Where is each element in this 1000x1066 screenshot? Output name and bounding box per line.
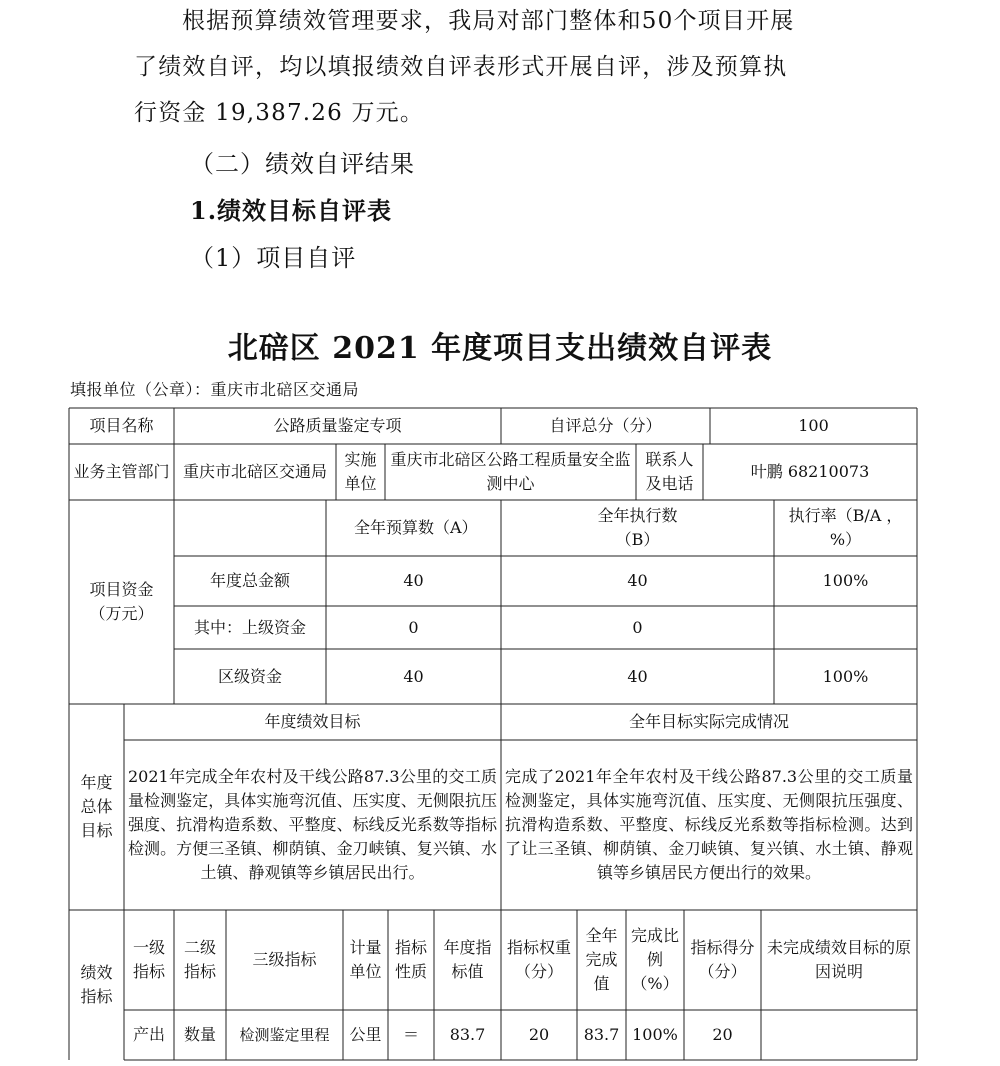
table-title: 北碚区 2021 年度项目支出绩效自评表 [227,331,773,366]
impl-value: 重庆市北碚区公路工程质量安全监测中心 [390,450,631,493]
ind-header-annual-value: 年度指标值 [443,938,492,981]
funds-row-total-exec: 40 [627,571,648,590]
ind-header-weight: 指标权重（分） [506,938,571,981]
ind-row-ratio: 100% [632,1025,678,1044]
ind-row-score: 20 [712,1025,733,1044]
funds-col-exec: 全年执行数（B） [597,506,678,549]
funds-label: 项目资金（万元） [89,580,154,623]
ind-header-ratio: 完成比例（%） [631,926,680,993]
intro-line-3: 行资金 19,387.26 万元。 [134,100,425,126]
funds-row-district-name: 区级资金 [217,666,282,686]
section-heading-results: （二）绩效自评结果 [190,150,415,178]
ind-header-completed: 全年完成值 [585,926,618,993]
ind-row-level2: 数量 [183,1025,216,1044]
funds-row-total-rate: 100% [822,571,869,590]
contact-label: 联系人及电话 [645,450,694,493]
ind-row-level3: 检测鉴定里程 [239,1026,330,1044]
section-heading-goal-table: 1.绩效目标自评表 [190,196,393,225]
impl-label: 实施单位 [344,450,377,493]
project-name-label: 项目名称 [89,416,154,435]
ind-row-reason [761,1010,917,1060]
goals-label: 年度总体目标 [80,773,113,840]
ind-row-unit: 公里 [349,1025,382,1044]
ind-row-weight: 20 [528,1025,550,1044]
ind-row-level1: 产出 [132,1025,165,1044]
funds-row-district-exec: 40 [627,666,648,686]
funds-row-upper-exec: 0 [632,617,643,637]
score-label: 自评总分（分） [549,416,662,435]
ind-row-completed: 83.7 [583,1025,620,1044]
goals-actual-text: 完成了2021年全年农村及干线公路87.3公里的交工质量检测鉴定，具体实施弯沉值、压实度、无侧限抗压强度、抗滑构造系数、平整度、标线反光系数等指标检测。达到了让三圣镇、柳荫镇、金刀峡镇、复兴镇、水土镇、静观镇等乡镇居民方便出行的效果。 [505,767,913,882]
ind-header-reason: 未完成绩效目标的原因说明 [767,938,912,981]
contact-value: 叶鹏 68210073 [750,462,870,481]
funds-col-rate: 执行率（B/A ， %） [788,506,903,549]
goals-target-text: 2021年完成全年农村及干线公路87.3公里的交工质量检测鉴定，具体实施弯沉值、压实度、无侧限抗压强度、抗滑构造系数、平整度、标线反光系数等指标检测。方便三圣镇、柳荫镇、金刀峡镇、复兴镇、水土镇、静观镇等乡镇居民出行。 [128,767,497,882]
indicators-label: 绩效指标 [80,963,113,1006]
ind-row-nature: ＝ [402,1025,419,1044]
funds-row-total-budget: 40 [403,571,424,590]
funds-row-total-name: 年度总金额 [209,571,290,590]
ind-header-level1: 一级指标 [132,938,165,981]
ind-row-annual-value: 83.7 [449,1025,486,1044]
dept-value: 重庆市北碚区交通局 [182,462,327,481]
filling-unit: 填报单位（公章）：重庆市北碚区交通局 [70,380,360,399]
goals-col-actual: 全年目标实际完成情况 [628,712,789,731]
funds-row-district-rate: 100% [822,666,869,686]
funds-row-district-budget: 40 [403,666,424,686]
score-value: 100 [798,416,829,435]
ind-header-score: 指标得分（分） [690,938,755,981]
goals-col-target: 年度绩效目标 [264,712,361,731]
dept-label: 业务主管部门 [73,462,170,481]
ind-header-level2: 二级指标 [183,938,216,981]
ind-header-nature: 指标性质 [394,938,427,981]
intro-line-1: 根据预算绩效管理要求，我局对部门整体和50个项目开展 [182,8,795,34]
funds-row-upper-budget: 0 [408,617,419,637]
ind-header-level3: 三级指标 [252,950,317,969]
ind-header-unit: 计量单位 [349,938,382,981]
intro-line-2: 了绩效自评，均以填报绩效自评表形式开展自评，涉及预算执 [134,54,788,80]
project-name-value: 公路质量鉴定专项 [273,416,402,435]
funds-row-upper-name: 其中：上级资金 [193,617,306,637]
funds-row-upper-rate [774,606,917,649]
funds-col-budget: 全年预算数（A） [354,518,478,537]
section-heading-project-eval: （1）项目自评 [190,244,357,272]
